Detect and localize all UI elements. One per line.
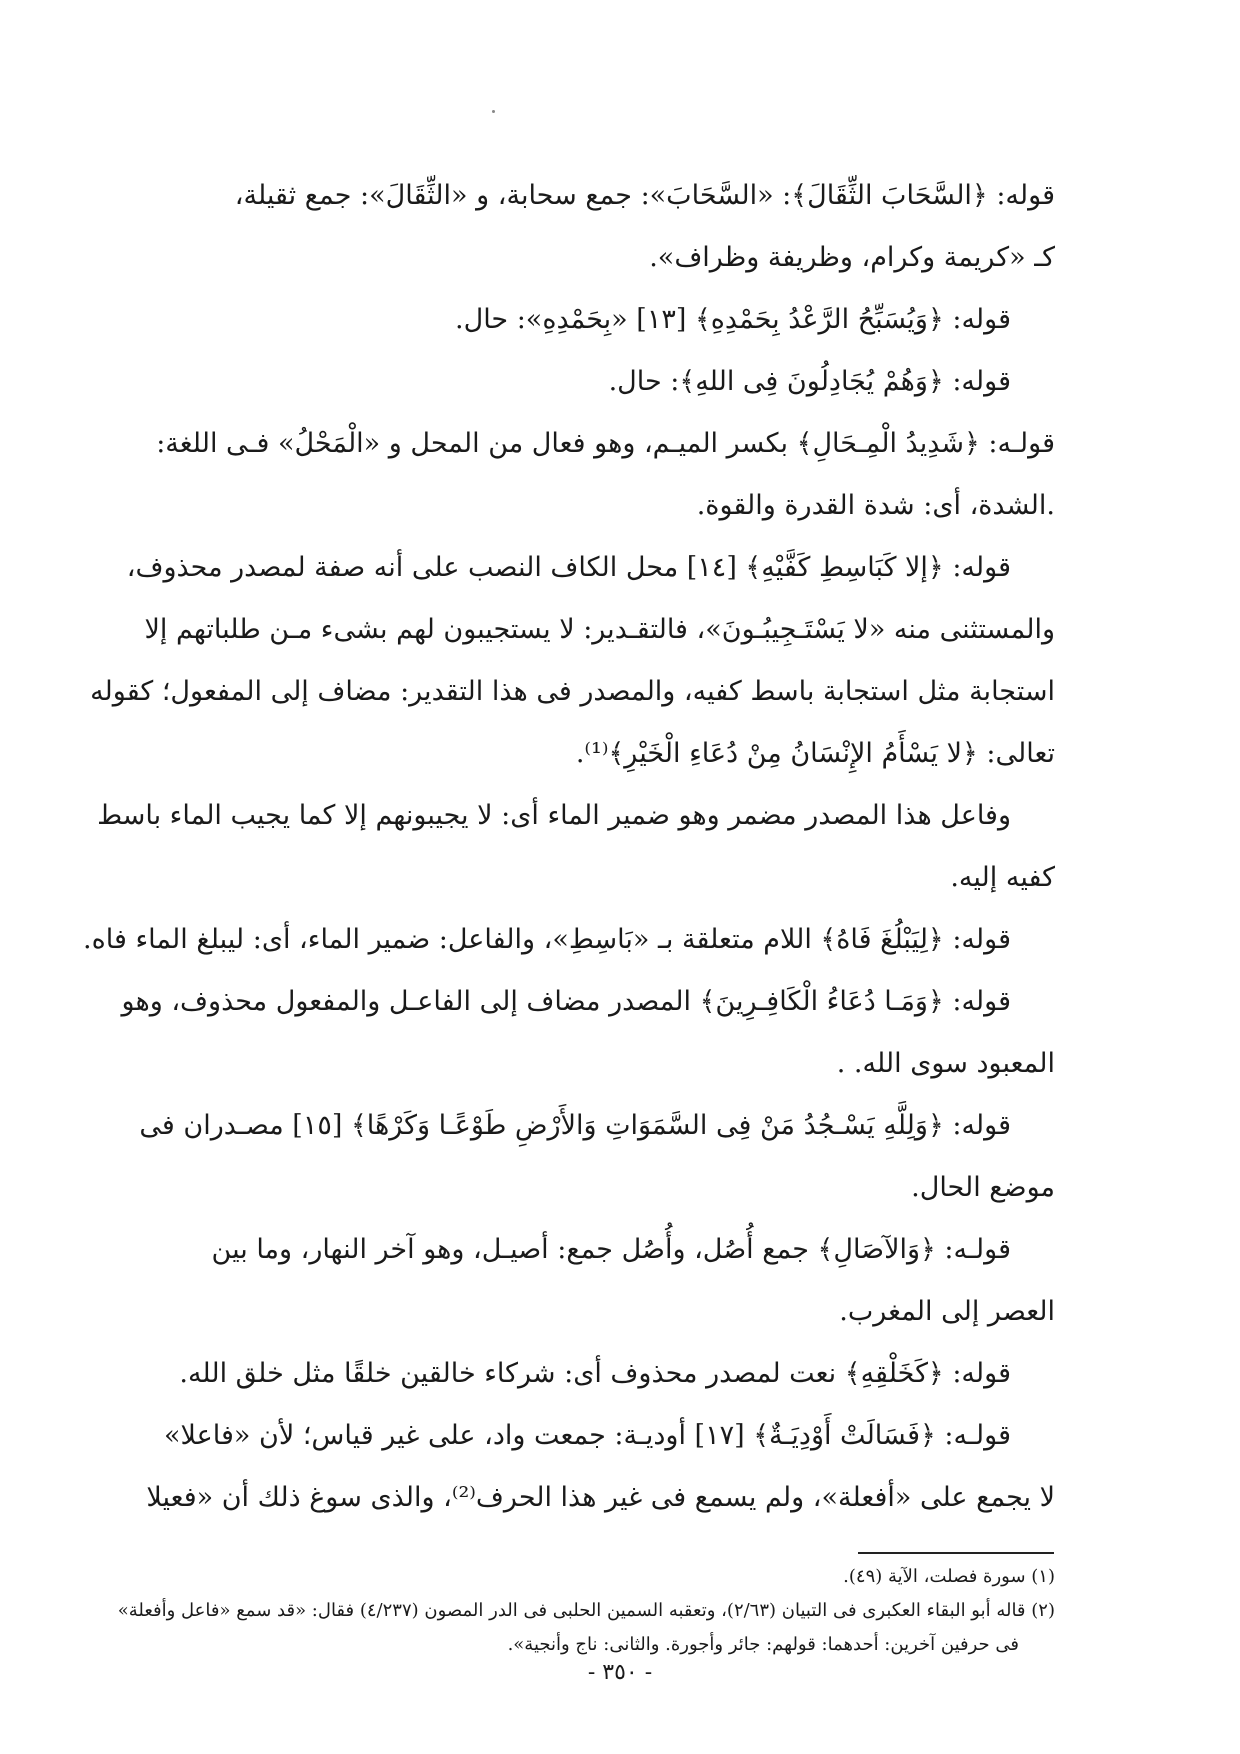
text-line: .الشدة، أى: شدة القدرة والقوة.	[696, 490, 1055, 521]
text-line: قوله: ﴿كَخَلْقِهِ﴾ نعت لمصدر محذوف أى: شركاء خالقين خلقًا مثل خلق الله.	[179, 1358, 1011, 1389]
text-line: كفيه إليه.	[950, 862, 1055, 893]
footnote-2: (٢) قاله أبو البقاء العكبرى فى التبيان (٢/٦٣)، وتعقبه السمين الحلبى فى الدر المصون (٤/٢٣٧) فقال: «قد سمع «فاعل وأفعلة»	[117, 1600, 1055, 1621]
text-line: قوله: ﴿وَمَـا دُعَاءُ الْكَافِـرِينَ﴾ المصدر مضاف إلى الفاعـل والمفعول محذوف، وهو	[121, 986, 1011, 1017]
text-line: استجابة مثل استجابة باسط كفيه، والمصدر فى هذا التقدير: مضاف إلى المفعول؛ كقوله	[90, 676, 1055, 707]
text-line: قوله: ﴿لِيَبْلُغَ فَاهُ﴾ اللام متعلقة بـ «بَاسِطِ»، والفاعل: ضمير الماء، أى: ليبلغ الماء فاه.	[83, 924, 1011, 955]
footnotes-block	[117, 1560, 1055, 1662]
ink-speck	[492, 110, 495, 113]
text-line: قوله: ﴿وَلِلَّهِ يَسْـجُدُ مَنْ فِى السَّمَوَاتِ وَالأَرْضِ طَوْعًـا وَكَرْهًا﴾ [١٥] مصـدران فى	[139, 1110, 1011, 1141]
text-line: قولـه: ﴿شَدِيدُ الْمِـحَالِ﴾ بكسر الميـم، وهو فعال من المحل و «الْمَحْلُ» فـى اللغة:	[156, 428, 1055, 459]
text-line: موضع الحال.	[911, 1172, 1055, 1203]
text-line: والمستثنى منه «لا يَسْتَـجِيبُـونَ»، فالتقـدير: لا يستجيبون لهم بشىء مـن طلباتهم إلا	[144, 614, 1055, 645]
page-number: - ٣٥٠ -	[587, 1660, 653, 1685]
text-line: قولـه: ﴿فَسَالَتْ أَوْدِيَـةٌ﴾ [١٧] أوديـة: جمعت واد، على غير قياس؛ لأن «فاعلا»	[164, 1420, 1011, 1451]
text-line: المعبود سوى الله. .	[836, 1048, 1055, 1079]
footnote-1: (١) سورة فصلت، الآية (٤٩).	[843, 1566, 1055, 1587]
text-line: قوله: ﴿وَهُمْ يُجَادِلُونَ فِى اللهِ﴾: حال.	[608, 366, 1011, 397]
text-line: قولـه: ﴿وَالآصَالِ﴾ جمع أُصُل، وأُصُل جمع: أصيـل، وهو آخر النهار، وما بين	[211, 1234, 1011, 1265]
text-line: قوله: ﴿إلا كَبَاسِطِ كَفَّيْهِ﴾ [١٤] محل الكاف النصب على أنه صفة لمصدر محذوف،	[126, 552, 1011, 583]
text-line: العصر إلى المغرب.	[839, 1296, 1055, 1327]
text-line: كـ «كريمة وكرام، وظريفة وظراف».	[649, 242, 1055, 273]
text-line: وفاعل هذا المصدر مضمر وهو ضمير الماء أى: لا يجيبونهم إلا كما يجيب الماء باسط	[97, 800, 1011, 831]
footnote-2-continuation: فى حرفين آخرين: أحدهما: قولهم: جائر وأجورة. والثانى: ناج وأنجية».	[507, 1634, 1019, 1655]
text-line: لا يجمع على «أفعلة»، ولم يسمع فى غير هذا الحرف⁽²⁾، والذى سوغ ذلك أن «فعيلا	[146, 1482, 1055, 1513]
text-line: قوله: ﴿وَيُسَبِّحُ الرَّعْدُ بِحَمْدِهِ﴾ [١٣] «بِحَمْدِهِ»: حال.	[455, 304, 1011, 335]
text-line: تعالى: ﴿لا يَسْأَمُ الإِنْسَانُ مِنْ دُعَاءِ الْخَيْرِ﴾⁽¹⁾.	[575, 738, 1055, 769]
main-text	[83, 165, 1055, 1529]
text-line: قوله: ﴿السَّحَابَ الثِّقَالَ﴾: «السَّحَابَ»: جمع سحابة، و «الثِّقَالَ»: جمع ثقيلة،	[234, 180, 1055, 211]
footnote-separator	[858, 1552, 1054, 1554]
